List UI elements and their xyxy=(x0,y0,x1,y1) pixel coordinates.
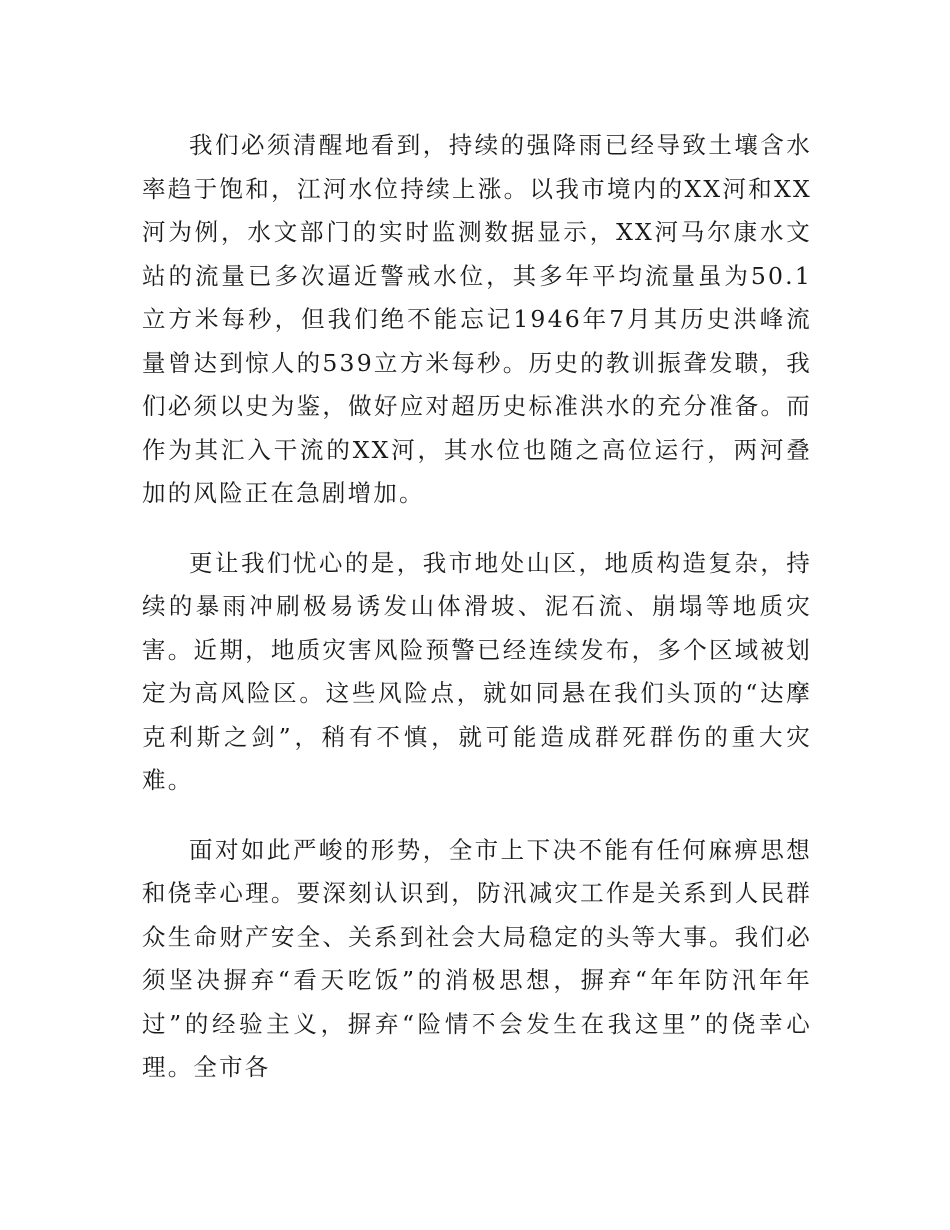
paragraph-flood-situation: 我们必须清醒地看到，持续的强降雨已经导致土壤含水率趋于饱和，江河水位持续上涨。以我市境内的XX河和XX河为例，水文部门的实时监测数据显示，XX河马尔康水文站的流量已多次逼近警戒水位，其多年平均流量虽为50.1立方米每秒，但我们绝不能忘记1946年7月其历史洪峰流量曾达到惊人的539立方米每秒。历史的教训振聋发聩，我们必须以史为鉴，做好应对超历史标准洪水的充分准备。而作为其汇入干流的XX河，其水位也随之高位运行，两河叠加的风险正在急剧增加。 xyxy=(142,131,812,507)
document-body xyxy=(142,124,812,1090)
paragraph-geological-hazards: 更让我们忧心的是，我市地处山区，地质构造复杂，持续的暴雨冲刷极易诱发山体滑坡、泥石流、崩塌等地质灾害。近期，地质灾害风险预警已经连续发布，多个区域被划定为高风险区。这些风险点，就如同悬在我们头顶的“达摩克利斯之剑”，稍有不慎，就可能造成群死群伤的重大灾难。 xyxy=(142,548,812,794)
paragraph-no-complacency: 面对如此严峻的形势，全市上下决不能有任何麻痹思想和侥幸心理。要深刻认识到，防汛减灾工作是关系到人民群众生命财产安全、关系到社会大局稳定的头等大事。我们必须坚决摒弃“看天吃饭”的消极思想，摒弃“年年防汛年年过”的经验主义，摒弃“险情不会发生在我这里”的侥幸心理。全市各 xyxy=(142,835,812,1081)
